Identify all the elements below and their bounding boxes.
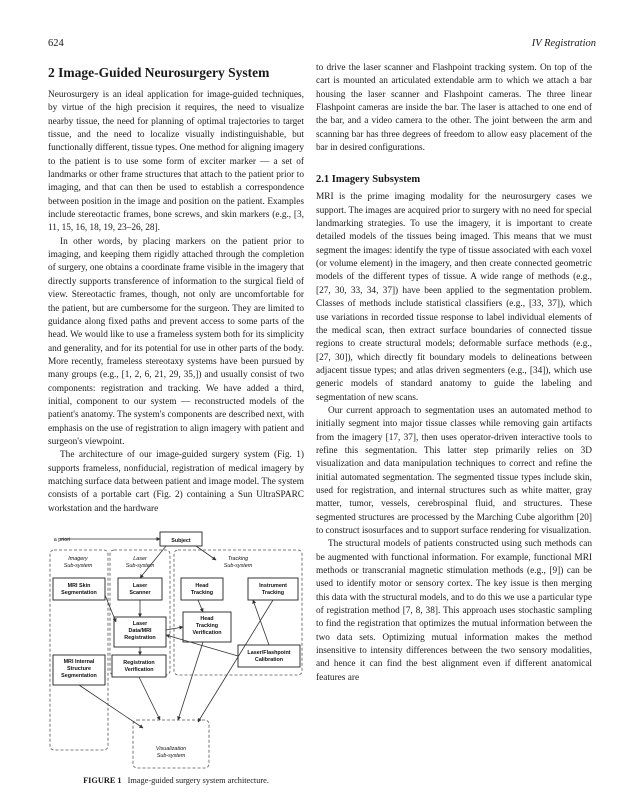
imagery-group-label: Sub-system <box>63 563 93 569</box>
box-label: Head <box>195 583 209 589</box>
paragraph: The structural models of patients constructed using such methods can be augmented with functional information. For example, functional MRI methods or transcranial magnetic stimulation methods (e.g., [9]) can be used to identify motor or sensory cortex. The key issue is then merging this data with the structural models, and to do this we use a particular type of registration method [7, 8, 38]. This approach uses stochastic sampling to find the registration that optimizes the mutual information between the two data sets. Optimizing mutual information makes the method insensitive to intensity differences between the two sensory modalities, and hence it can find the best alignment even if different anatomical features are <box>316 539 592 683</box>
head-tracking-box <box>181 578 223 600</box>
caption-text: Image-guided surgery system architecture. <box>127 776 269 785</box>
paragraph: to drive the laser scanner and Flashpoint tracking system. On top of the cart is mounted an articulated extendable arm to which we attach a bar housing the laser scanner and Flashpoint cameras. The three linear Flashpoint cameras are inside the bar. The laser is attached to one end of the bar, and a video camera to the other. The joint between the arm and scanning bar has three degrees of freedom to allow easy placement of the bar in desired configurations. <box>316 63 592 154</box>
box-label: Scanner <box>129 590 151 596</box>
box-label: Tracking <box>261 590 285 596</box>
box-label: Calibration <box>254 657 284 663</box>
box-label: Segmentation <box>61 673 97 679</box>
box-label: Head <box>200 616 214 622</box>
laser-flashpoint-box <box>238 645 300 667</box>
box-label: Structure <box>67 666 91 672</box>
box-label: Tracking <box>195 623 219 629</box>
box-label: Instrument <box>259 583 287 589</box>
box-label: Verification <box>192 630 222 636</box>
visualization-group-label: Sub-system <box>156 753 186 759</box>
box-label: Laser <box>132 621 148 627</box>
box-label: Verification <box>124 667 154 673</box>
paragraph: MRI is the prime imaging modality for the neurosurgery cases we support. The images are acquired prior to surgery with no need for special landmarking strategies. To use the imagery, it is important to create detailed models of the tissues being imaged. This means that we must segment the images: identify the type of tissue associated with each voxel (or volume element) in the imagery, and then create connected geometric models of the different types of tissue. A wide range of methods (e.g., [27, 30, 33, 34, 37]) have been applied to the segmentation problem. Classes of methods include statistical classifiers (e.g., [33, 37]), which use variations in recorded tissue response to label individual elements of the medical scan, then extract surface boundaries of connected tissue regions to create structural models; deformable surface methods (e.g., [27, 30]), which directly fit boundary models to delineations between adjacent tissue types; and atlas driven segmenters (e.g., [34]), which use generic models of standard anatomy to guide the labeling and segmentation of new scans. <box>316 192 592 403</box>
a-priori-label: a priori <box>53 537 71 543</box>
architecture-figure <box>48 530 304 772</box>
visualization-subsystem-region <box>133 720 209 768</box>
tracking-group-label: Sub-system <box>223 563 253 569</box>
section-title: 2 Image-Guided Neurosurgery System <box>48 65 270 80</box>
architecture-diagram <box>48 530 304 772</box>
laser-scanner-box <box>118 578 162 600</box>
laser-group-label: Laser <box>133 556 147 562</box>
paragraph: In other words, by placing markers on the patient prior to imaging, and keeping them rigidly attached through the completion of surgery, one obtains a coordinate frame visible in the imagery that directly supports transference of information to the surgical field of view. Stereotactic frames, though, not only are uncomfortable for the patient, but are cumbersome for the surgeon. They are limited to guidance along fixed paths and prevent access to some parts of the head. We would like to use a frameless system both for its simplicity and generality, and for its potential for use in other parts of the body. More recently, frameless stereotaxy systems have been pursued by many groups (e.g., [1, 2, 6, 21, 29, 35,]) and usually consist of two components: registration and tracking. We have added a third, initial, component to our system — reconstructed models of the patient's anatomy. The system's components are described next, with emphasis on the use of registration to align imagery with patient and surgeon's viewpoint. <box>48 236 304 447</box>
paragraph: Our current approach to segmentation uses an automated method to initially segment into major tissue classes while removing gain artifacts from the imagery [17, 37], then uses operator-driven interactive tools to refine this segmentation. This latter step primarily relies on 3D visualization and data manipulation techniques to correct and refine the initial automated segmentation. The segmented tissue types include skin, used for registration, and internal structures such as white matter, gray matter, tumor, vessels, cerebrospinal fluid, and structures. These segmented structures are processed by the Marching Cube algorithm [20] to construct isosurfaces and to support surface rendering for visualization. <box>316 405 592 536</box>
paragraph: Neurosurgery is an ideal application for image-guided techniques, by virtue of the high precision it requires, the need to visualize nearby tissue, the need for planning of optimal trajectories to target tissue, and the need to localize visually indistinguishable, but functionally different, tissue types. One method for aligning imagery to the patient is to use some form of exciter marker — a set of landmarks or other frame structures that attach to the patient prior to imaging, and that can then be used to establish a correspondence between position in the image and position on the patient. Examples include stereotactic frames, bone screws, and skin markers (e.g., [3, 11, 15, 16, 18, 19, 23–26, 28]. <box>48 90 304 234</box>
figure-caption <box>48 776 304 785</box>
mri-skin-box <box>53 578 105 600</box>
running-header: IV Registration <box>531 38 596 49</box>
subsection-title: 2.1 Imagery Subsystem <box>316 174 421 186</box>
left-column <box>48 62 304 516</box>
box-label: Data/MRI <box>128 628 152 634</box>
box-label: Tracking <box>190 590 214 596</box>
box-label: Registration <box>124 635 156 641</box>
visualization-group-label: Visualization <box>155 746 187 752</box>
box-label: Laser <box>132 583 148 589</box>
imagery-group-label: Imagery <box>68 556 88 562</box>
subject-label: Subject <box>171 538 191 544</box>
box-label: MRI Skin <box>67 583 91 589</box>
box-label: Laser/Flashpoint <box>247 650 291 656</box>
box-label: MRI Internal <box>63 659 95 665</box>
caption-label: FIGURE 1 <box>83 776 122 785</box>
right-column <box>316 62 592 685</box>
box-label: Segmentation <box>61 590 97 596</box>
paragraph: The architecture of our image-guided surgery system (Fig. 1) supports frameless, nonfiducial, registration of medical imagery by matching surface data between patient and image model. The system consists of a portable cart (Fig. 2) containing a Sun UltraSPARC workstation and the hardware <box>48 450 304 514</box>
laser-group-label: Sub-system <box>125 563 155 569</box>
instrument-tracking-box <box>248 578 298 600</box>
box-label: Registration <box>123 660 155 666</box>
page-number: 624 <box>48 38 64 49</box>
tracking-group-label: Tracking <box>227 556 249 562</box>
registration-verification-box <box>112 655 166 677</box>
